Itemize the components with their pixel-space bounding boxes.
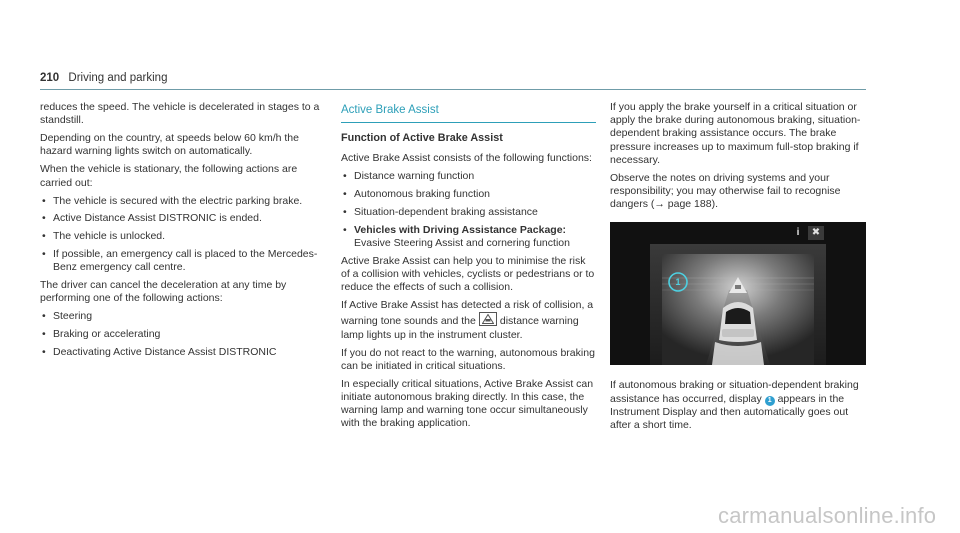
- list-item: • The vehicle is unlocked.: [40, 230, 323, 243]
- instrument-display-image: [610, 222, 866, 365]
- page-header: [40, 72, 167, 84]
- text-run: appears in the Instrument Display and then automatically goes out after a short time.: [610, 392, 849, 432]
- paragraph: [341, 299, 596, 342]
- paragraph: Observe the notes on driving systems and your responsibility; you may otherwise fail to recognise dangers (→ page 188).: [610, 171, 841, 211]
- list-item: • The vehicle is secured with the electric parking brake.: [40, 195, 323, 208]
- section-name: Driving and parking: [68, 72, 168, 84]
- section-title: Active Brake Assist: [341, 104, 439, 116]
- caption: [610, 379, 866, 432]
- section-rule: [341, 122, 596, 123]
- list-item: • Active Distance Assist DISTRONIC is ended.: [40, 212, 323, 225]
- list-item: • Deactivating Active Distance Assist DISTRONIC: [40, 346, 323, 359]
- list-item: • Autonomous braking function: [341, 188, 596, 201]
- package-text: Evasive Steering Assist and cornering function: [354, 236, 570, 249]
- paragraph: Depending on the country, at speeds below 60 km/h the hazard warning lights switch on automatically.: [40, 132, 299, 158]
- cancel-actions-list: [40, 310, 323, 359]
- stationary-actions-list: [40, 195, 323, 275]
- list-item: • Steering: [40, 310, 323, 323]
- watermark: carmanualsonline.info: [718, 503, 937, 528]
- text-run: If autonomous braking or situation-dependent braking assistance has occurred, display: [610, 379, 859, 405]
- list-item: • Situation-dependent braking assistance: [341, 206, 596, 219]
- info-icon: i: [796, 227, 800, 239]
- display-badge-icon: 1: [765, 396, 775, 406]
- close-icon: ✖: [808, 226, 824, 240]
- subheading: Function of Active Brake Assist: [341, 132, 503, 145]
- list-item: • Distance warning function: [341, 170, 596, 183]
- column-right: [610, 101, 866, 437]
- paragraph: When the vehicle is stationary, the following actions are carried out:: [40, 163, 298, 189]
- list-item: [341, 224, 596, 250]
- functions-list: [341, 170, 596, 250]
- distance-warning-icon: [479, 312, 497, 326]
- text-run: distance warning lamp lights up in the instrument cluster.: [341, 315, 579, 341]
- header-rule: [40, 89, 866, 90]
- paragraph: If you do not react to the warning, autonomous braking can be initiated in critical situations.: [341, 346, 595, 372]
- text-run: If Active Brake Assist has detected a risk of collision, a warning tone sounds and the: [341, 299, 594, 328]
- paragraph: Active Brake Assist consists of the following functions:: [341, 152, 592, 165]
- paragraph: In especially critical situations, Active Brake Assist can initiate autonomous braking directly. In this case, the warning lamp and warning tone occur simultaneously with the braking application.: [341, 377, 594, 430]
- paragraph: reduces the speed. The vehicle is decelerated in stages to a standstill.: [40, 101, 320, 127]
- display-illustration: [610, 222, 866, 365]
- page-number: 210: [40, 72, 60, 84]
- paragraph: If you apply the brake yourself in a critical situation or apply the brake during autonomous braking, situation-dependent braking assistance occurs. The brake pressure increases up to maximum full-stop braking if necessary.: [610, 101, 861, 166]
- package-label: Vehicles with Driving Assistance Package:: [354, 223, 567, 236]
- paragraph: Active Brake Assist can help you to minimise the risk of a collision with vehicles, cyclists or pedestrians or to reduce the effects of such a collision.: [341, 254, 595, 294]
- column-left: [40, 101, 323, 364]
- display-callout-number: 1: [675, 277, 681, 288]
- list-item: • Braking or accelerating: [40, 328, 323, 341]
- column-middle: [341, 104, 596, 435]
- list-item: • If possible, an emergency call is placed to the Mercedes-Benz emergency call centre.: [40, 248, 323, 274]
- paragraph: The driver can cancel the deceleration at any time by performing one of the following actions:: [40, 278, 287, 305]
